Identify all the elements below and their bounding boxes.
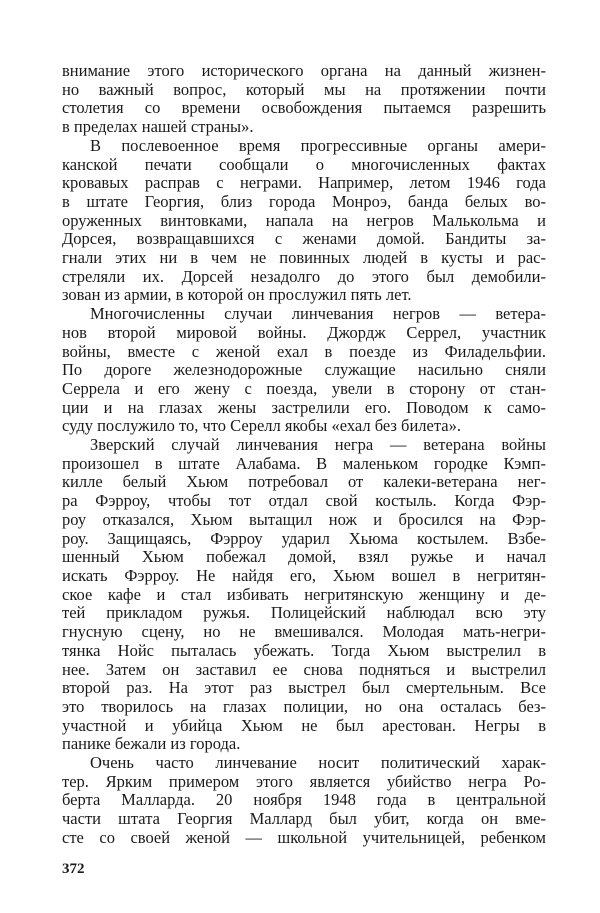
text-line: килле белый Хьюм потребовал от калеки-ветерана нег- (62, 472, 546, 492)
text-line: искать Фэрроу. Не найдя его, Хьюм вошел в негритян- (62, 565, 546, 585)
text-line: гнусную сцену, но не вмешивался. Молодая мать-негри- (62, 622, 546, 642)
text-line: панике бежали из города. (62, 734, 241, 754)
text-line: роу. Защищаясь, Фэрроу ударил Хьюма костылем. Взбе- (62, 528, 546, 548)
text-line: в пределах нашей страны». (62, 117, 254, 137)
text-line: но важный вопрос, который мы на протяжении почти (62, 79, 546, 99)
text-line: произошел в штате Алабама. В маленьком городке Кэмп- (62, 453, 546, 473)
text-line: нее. Затем он заставил ее снова подняться и выстрелил (62, 659, 546, 679)
text-line: второй раз. На этот раз выстрел был смертельным. Все (62, 678, 546, 698)
text-line: оруженных винтовками, напала на негров Малькольма и (62, 210, 546, 230)
text-line: участной и убийца Хьюм не был арестован. Негры в (62, 715, 546, 735)
text-line: в штате Георгия, близ города Монроэ, банда белых во- (62, 191, 546, 211)
text-line: столетия со времени освобождения пытаемся разрешить (62, 98, 546, 118)
text-line: кровавых расправ с неграми. Например, летом 1946 года (62, 173, 546, 193)
text-line: канской печати сообщали о многочисленных фактах (62, 154, 546, 174)
text-line: части штата Георгия Маллард был убит, когда он вме- (62, 809, 546, 829)
text-line: сте со своей женой — школьной учительницей, ребенком (62, 827, 546, 847)
text-line: роу отказался, Хьюм вытащил нож и бросился на Фэр- (62, 509, 546, 529)
text-line: стреляли их. Дорсей незадолго до этого был демобили- (62, 266, 546, 286)
text-line: внимание этого исторического органа на данный жизнен- (62, 61, 546, 80)
text-line: гнали этих ни в чем не повинных людей в кусты и рас- (62, 248, 546, 268)
text-line: ское кафе и стал избивать негритянскую женщину и де- (62, 584, 546, 604)
text-line: Серрела и его жену с поезда, увели в сторону от стан- (62, 378, 546, 398)
paragraph (62, 754, 546, 848)
text-line: тей прикладом ружья. Полицейский наблюдал всю эту (62, 603, 546, 623)
page-number: 372 (62, 860, 85, 877)
text-line: тер. Ярким примером этого является убийство негра Ро- (62, 771, 546, 791)
paragraph (62, 305, 546, 436)
text-line: Зверский случай линчевания негра — ветерана войны (90, 435, 546, 455)
text-line: нов второй мировой войны. Джордж Серрел, участник (62, 322, 546, 342)
text-line: По дороге железнодорожные служащие насильно сняли (62, 360, 546, 380)
text-line: Дорсея, возвращавшихся с женами домой. Бандиты за- (62, 229, 546, 249)
page (62, 62, 546, 878)
paragraph (62, 62, 546, 137)
page-body-text (62, 62, 546, 848)
text-line: В послевоенное время прогрессивные органы амери- (90, 135, 546, 155)
text-line: Очень часто линчевание носит политический харак- (90, 753, 546, 773)
text-line: ра Фэрроу, чтобы тот отдал свой костыль. Когда Фэр- (62, 491, 546, 511)
text-line: ции и на глазах жены застрелили его. Поводом к само- (62, 397, 546, 417)
text-line: суду послужило то, что Серелл якобы «ехал без билета». (62, 416, 461, 436)
paragraph (62, 436, 546, 754)
text-line: берта Малларда. 20 ноября 1948 года в центральной (62, 790, 546, 810)
text-line: тянка Нойс пыталась убежать. Тогда Хьюм выстрелил в (62, 640, 546, 660)
text-line: зован из армии, в которой он прослужил пять лет. (62, 285, 412, 305)
text-line: войны, вместе с женой ехал в поезде из Филадельфии. (62, 341, 546, 361)
text-line: шенный Хьюм побежал домой, взял ружье и начал (62, 547, 546, 567)
text-line: это творилось на глазах полиции, но она осталась без- (62, 696, 546, 716)
text-line: Многочисленны случаи линчевания негров — ветера- (90, 304, 546, 324)
paragraph (62, 137, 546, 305)
